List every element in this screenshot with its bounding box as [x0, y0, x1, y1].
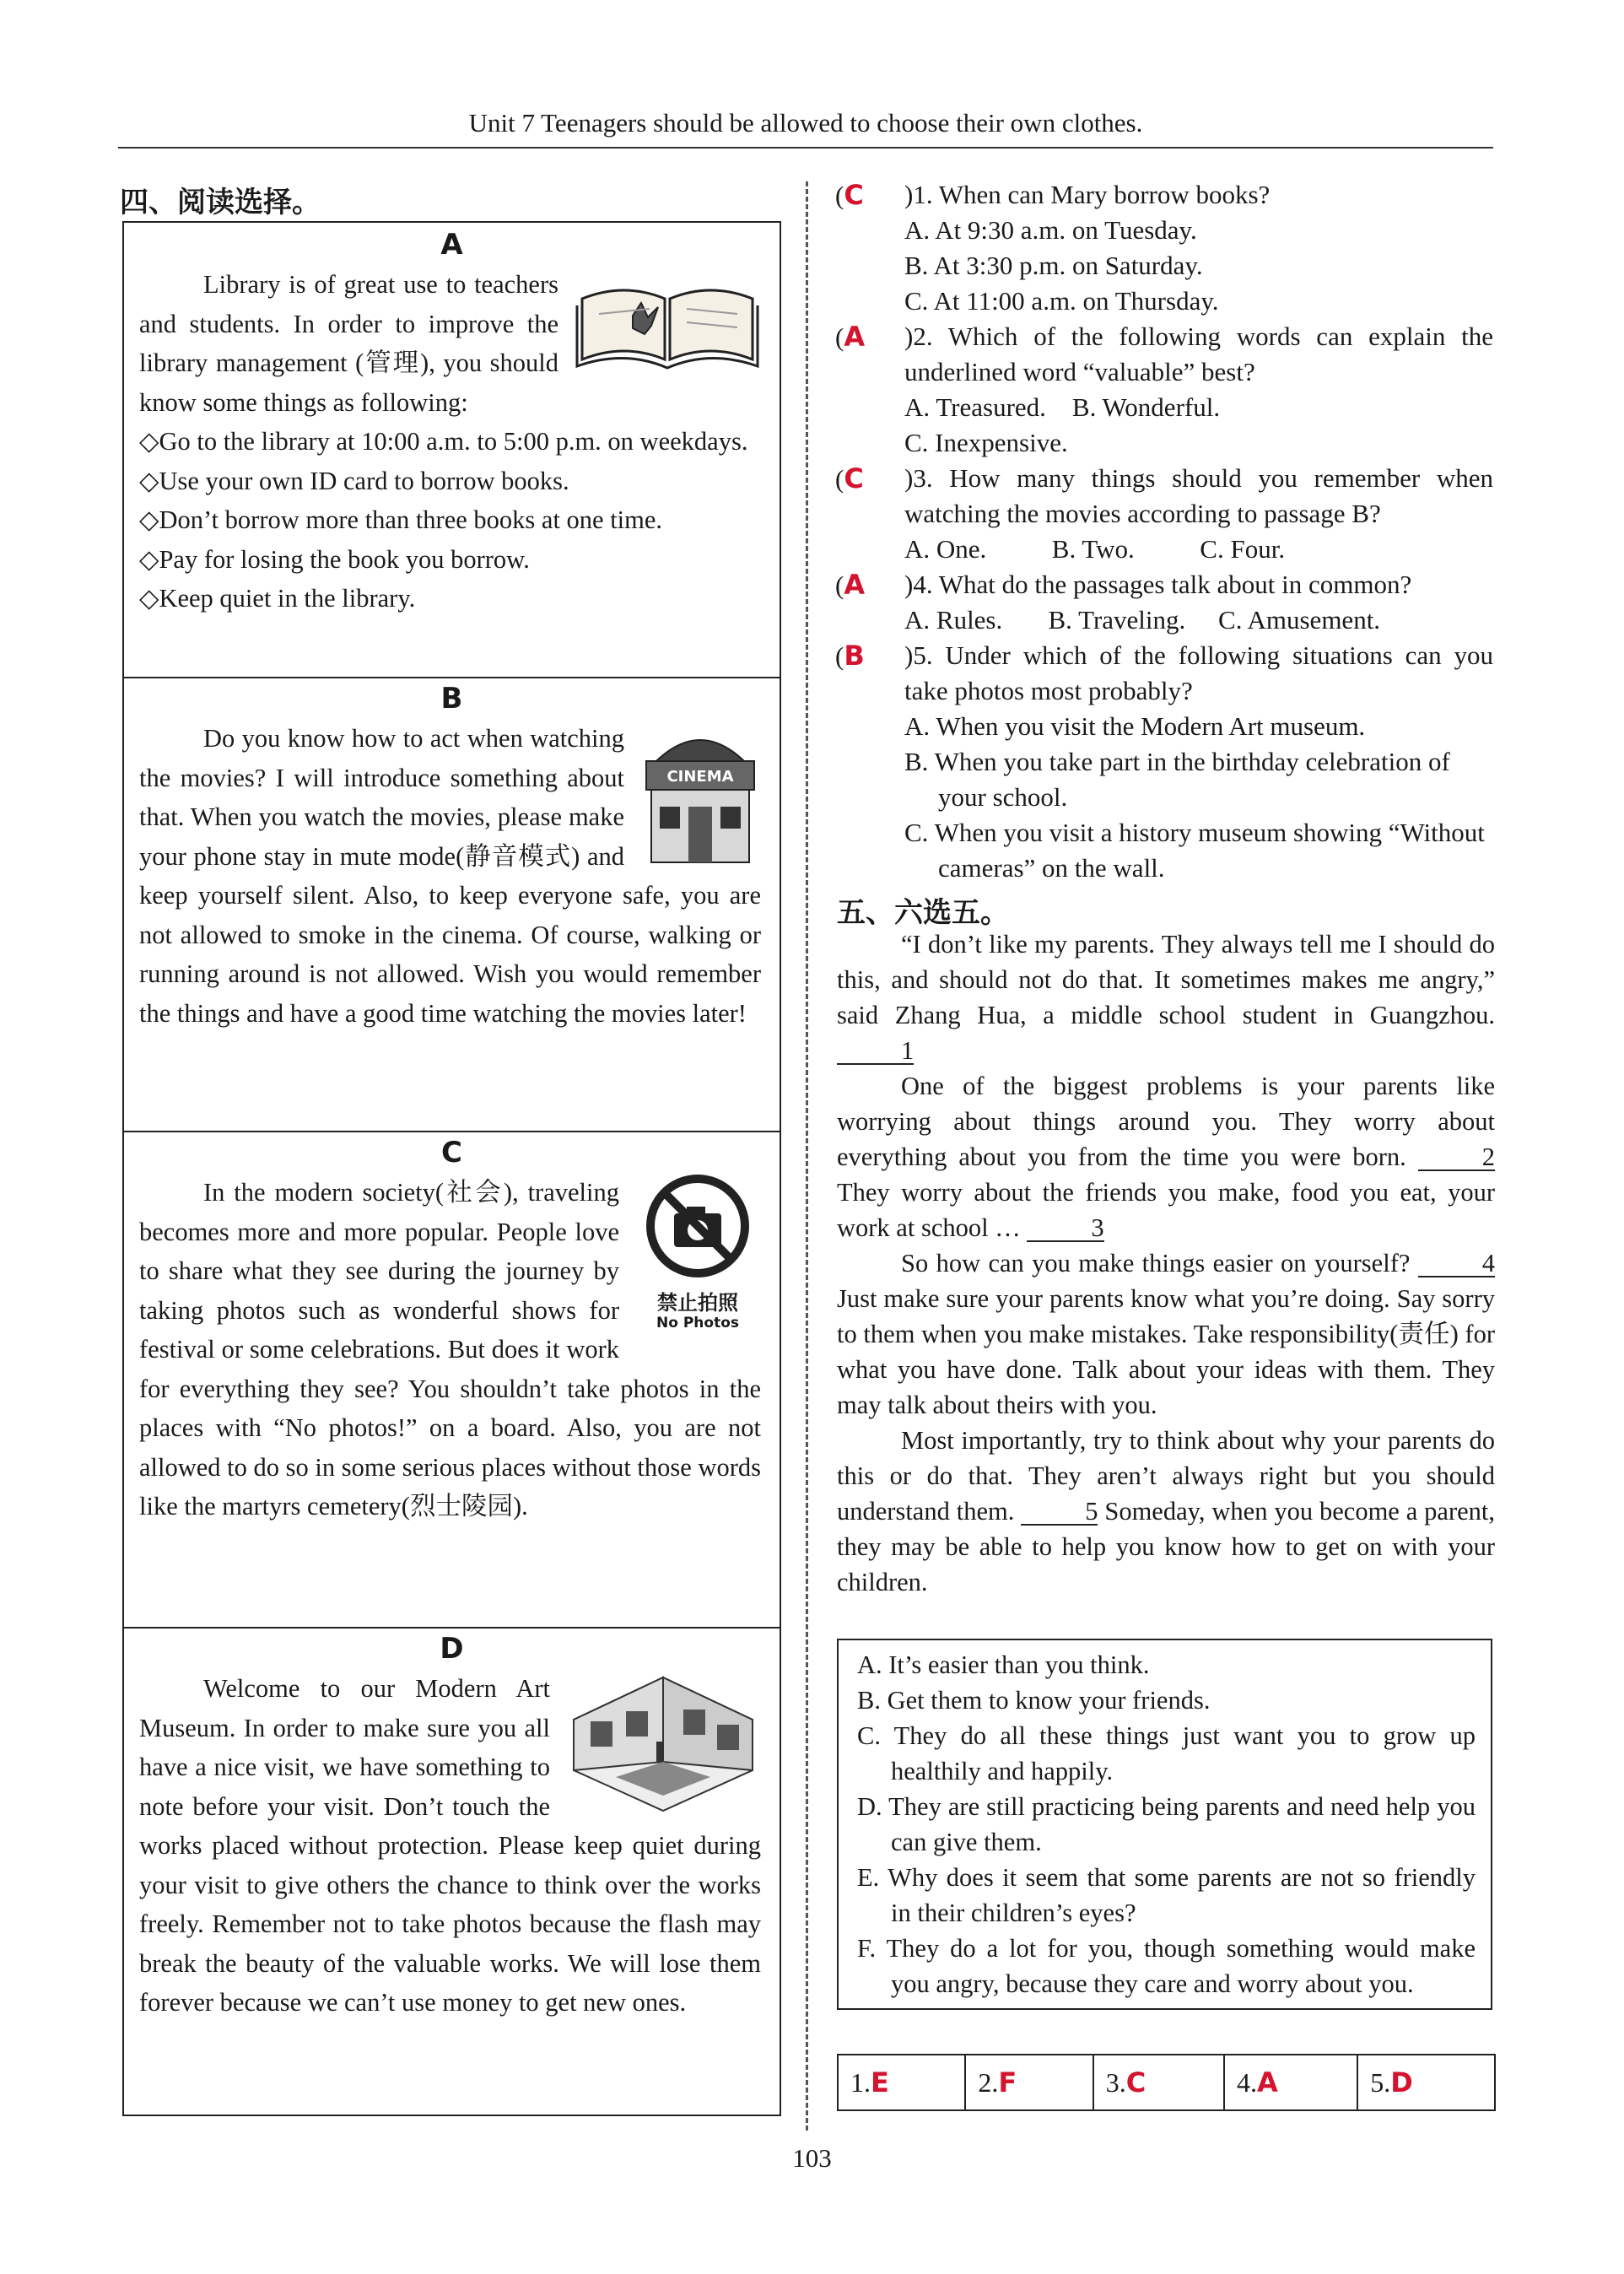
option: C. At 11:00 a.m. on Thursday.: [904, 286, 1219, 316]
passages-box: [122, 221, 781, 2116]
paragraph-text: One of the biggest problems is your parents like worrying about things around you. They worry about everything about you from the time you were born.: [837, 1072, 1495, 1171]
question-5: [835, 638, 1493, 709]
blank-5: 5: [1021, 1499, 1098, 1526]
passage-b: [124, 677, 780, 1132]
no-photos-sign: [634, 1173, 761, 1331]
cloze-option: C. They do all these things just want you to grow up healthily and happily.: [857, 1721, 1476, 1785]
cinema-sign: CINEMA: [666, 768, 734, 786]
option: A. At 9:30 a.m. on Tuesday.: [904, 215, 1197, 245]
passage-label: B: [440, 682, 463, 716]
answer-cell: 4.A: [1224, 2055, 1357, 2110]
answer-cell: 1.E: [838, 2055, 965, 2110]
book-icon: [574, 265, 761, 371]
answer-cell: 5.D: [1357, 2055, 1495, 2110]
blank-2: 2: [1418, 1144, 1495, 1171]
question-text: )5. Under which of the following situations can you take photos most probably?: [904, 640, 1493, 705]
blank-1: 1: [837, 1038, 914, 1065]
answer-mark: (A: [835, 569, 866, 601]
blank-3: 3: [1027, 1215, 1103, 1242]
option: A. Rules. B. Traveling. C. Amusement.: [904, 605, 1381, 635]
rule-item: ◇Don’t borrow more than three books at one time.: [139, 505, 663, 534]
paragraph-text: “I don’t like my parents. They always tell me I should do this, and should not do that. It sometimes makes me angry,” said Zhang Hua, a middle school student in Guangzhou.: [837, 930, 1495, 1029]
paragraph-3: [837, 1245, 1495, 1423]
passage-d: [124, 1627, 780, 2115]
column-divider: [806, 181, 808, 2131]
answer-mark: (A: [835, 321, 866, 353]
question-4: [835, 567, 1493, 602]
paragraph-1: [837, 926, 1495, 1068]
blank-4: 4: [1418, 1250, 1495, 1277]
answer-mark: (C: [835, 179, 864, 211]
passage-a: [124, 223, 780, 678]
answer-mark: (C: [835, 462, 864, 494]
question-1: [835, 177, 1493, 213]
question-text: )3. How many things should you remember when watching the movies according to passage B?: [904, 463, 1493, 528]
rule-item: ◇Pay for losing the book you borrow.: [139, 544, 530, 574]
page-header: Unit 7 Teenagers should be allowed to choose their own clothes.: [468, 108, 1143, 138]
option: C. When you visit a history museum showing “Without cameras” on the wall.: [904, 818, 1485, 883]
passage-text: In the modern society(社会), traveling becomes more and more popular. People love to share what they see during the journey by taking photos such as wonderful shows for festival or some celebrations. But does it work for everything they see? You shouldn’t take photos in the places with “No photos!” on a board. Also, you are not allowed to do so in some serious places without those words like the martyrs cemetery(烈士陵园).: [139, 1178, 761, 1521]
passage-text: Library is of great use to teachers and students. In order to improve the library management (管理), you should know some things as following:: [139, 270, 558, 417]
option: A. Treasured. B. Wonderful.: [904, 392, 1221, 422]
option: B. When you take part in the birthday celebration of your school.: [904, 747, 1450, 812]
option: A. One. B. Two. C. Four.: [904, 534, 1286, 564]
passage-label: D: [440, 1632, 464, 1666]
no-camera-icon: [645, 1173, 751, 1279]
answer-cell: 2.F: [965, 2055, 1093, 2110]
cloze-option: D. They are still practicing being parents and need help you can give them.: [857, 1792, 1476, 1856]
paragraph-2: [837, 1068, 1495, 1245]
no-photos-cn: 禁止拍照: [657, 1290, 738, 1315]
answer-mark: (B: [835, 640, 865, 672]
paragraph-text: Just make sure your parents know what you’re doing. Say sorry to them when you make mistakes. Take responsibility(责任) for what you have done. Talk about your ideas with them. They may talk about theirs with you.: [837, 1284, 1495, 1419]
answer-cell: 3.C: [1093, 2055, 1224, 2110]
question-3: [835, 461, 1493, 532]
passage-c: [124, 1131, 780, 1629]
cloze-passage: [837, 926, 1495, 1600]
option: A. When you visit the Modern Art museum.: [904, 711, 1366, 741]
page-number: 103: [792, 2143, 832, 2173]
cinema-icon: [639, 719, 761, 867]
rule-item: ◇Keep quiet in the library.: [139, 584, 416, 613]
passage-text: Welcome to our Modern Art Museum. In order to make sure you all have a nice visit, we have something to note before your visit. Don’t touch the works placed without protection. Please keep quiet during your visit to give others the chance to think over the works freely. Remember not to take photos because the flash may break the beauty of the valuable works. We will lose them forever because we can’t use money to get new ones.: [139, 1674, 761, 2017]
rule-item: ◇Go to the library at 10:00 a.m. to 5:00 p.m. on weekdays.: [139, 427, 748, 456]
option: C. Inexpensive.: [904, 428, 1068, 457]
passage-text: Do you know how to act when watching the movies? I will introduce something about that. When you watch the movies, please make your phone stay in mute mode(静音模式) and keep yourself silent. Also, to keep everyone safe, you are not allowed to smoke in the cinema. Of course, walking or running around is not allowed. Wish you would remember the things and have a good time watching the movies later!: [139, 724, 761, 1028]
question-text: )1. When can Mary borrow books?: [904, 180, 1271, 209]
paragraph-text: So how can you make things easier on yourself?: [901, 1249, 1411, 1277]
cloze-option: F. They do a lot for you, though something would make you angry, because they care and worry about you.: [857, 1934, 1476, 1998]
cloze-option: A. It’s easier than you think.: [857, 1650, 1150, 1679]
options-box: [837, 1639, 1492, 2010]
question-text: )2. Which of the following words can explain the underlined word “valuable” best?: [904, 321, 1493, 386]
option: B. At 3:30 p.m. on Saturday.: [904, 251, 1203, 280]
rule-item: ◇Use your own ID card to borrow books.: [139, 466, 569, 495]
question-2: [835, 319, 1493, 390]
question-text: )4. What do the passages talk about in common?: [904, 570, 1412, 599]
cloze-option: B. Get them to know your friends.: [857, 1686, 1211, 1715]
paragraph-4: [837, 1423, 1495, 1600]
questions: [835, 177, 1493, 886]
header-rule: [118, 147, 1493, 149]
section4-title: 四、阅读选择。: [120, 186, 321, 219]
no-photos-en: No Photos: [656, 1314, 739, 1331]
passage-label: C: [441, 1136, 462, 1169]
paragraph-text: Someday, when you become a parent, they may be able to help you know how to get on with your children.: [837, 1497, 1495, 1596]
answer-table: [837, 2054, 1496, 2111]
cloze-option: E. Why does it seem that some parents are not so friendly in their children’s eyes?: [857, 1863, 1476, 1927]
paragraph-text: Most importantly, try to think about why your parents do this or do that. They aren’t always right but you should understand them.: [837, 1426, 1495, 1526]
section5-title: 五、六选五。: [837, 896, 1009, 930]
museum-icon: [565, 1669, 761, 1812]
passage-label: A: [440, 228, 463, 262]
paragraph-text: They worry about the friends you make, food you eat, your work at school …: [837, 1178, 1495, 1242]
